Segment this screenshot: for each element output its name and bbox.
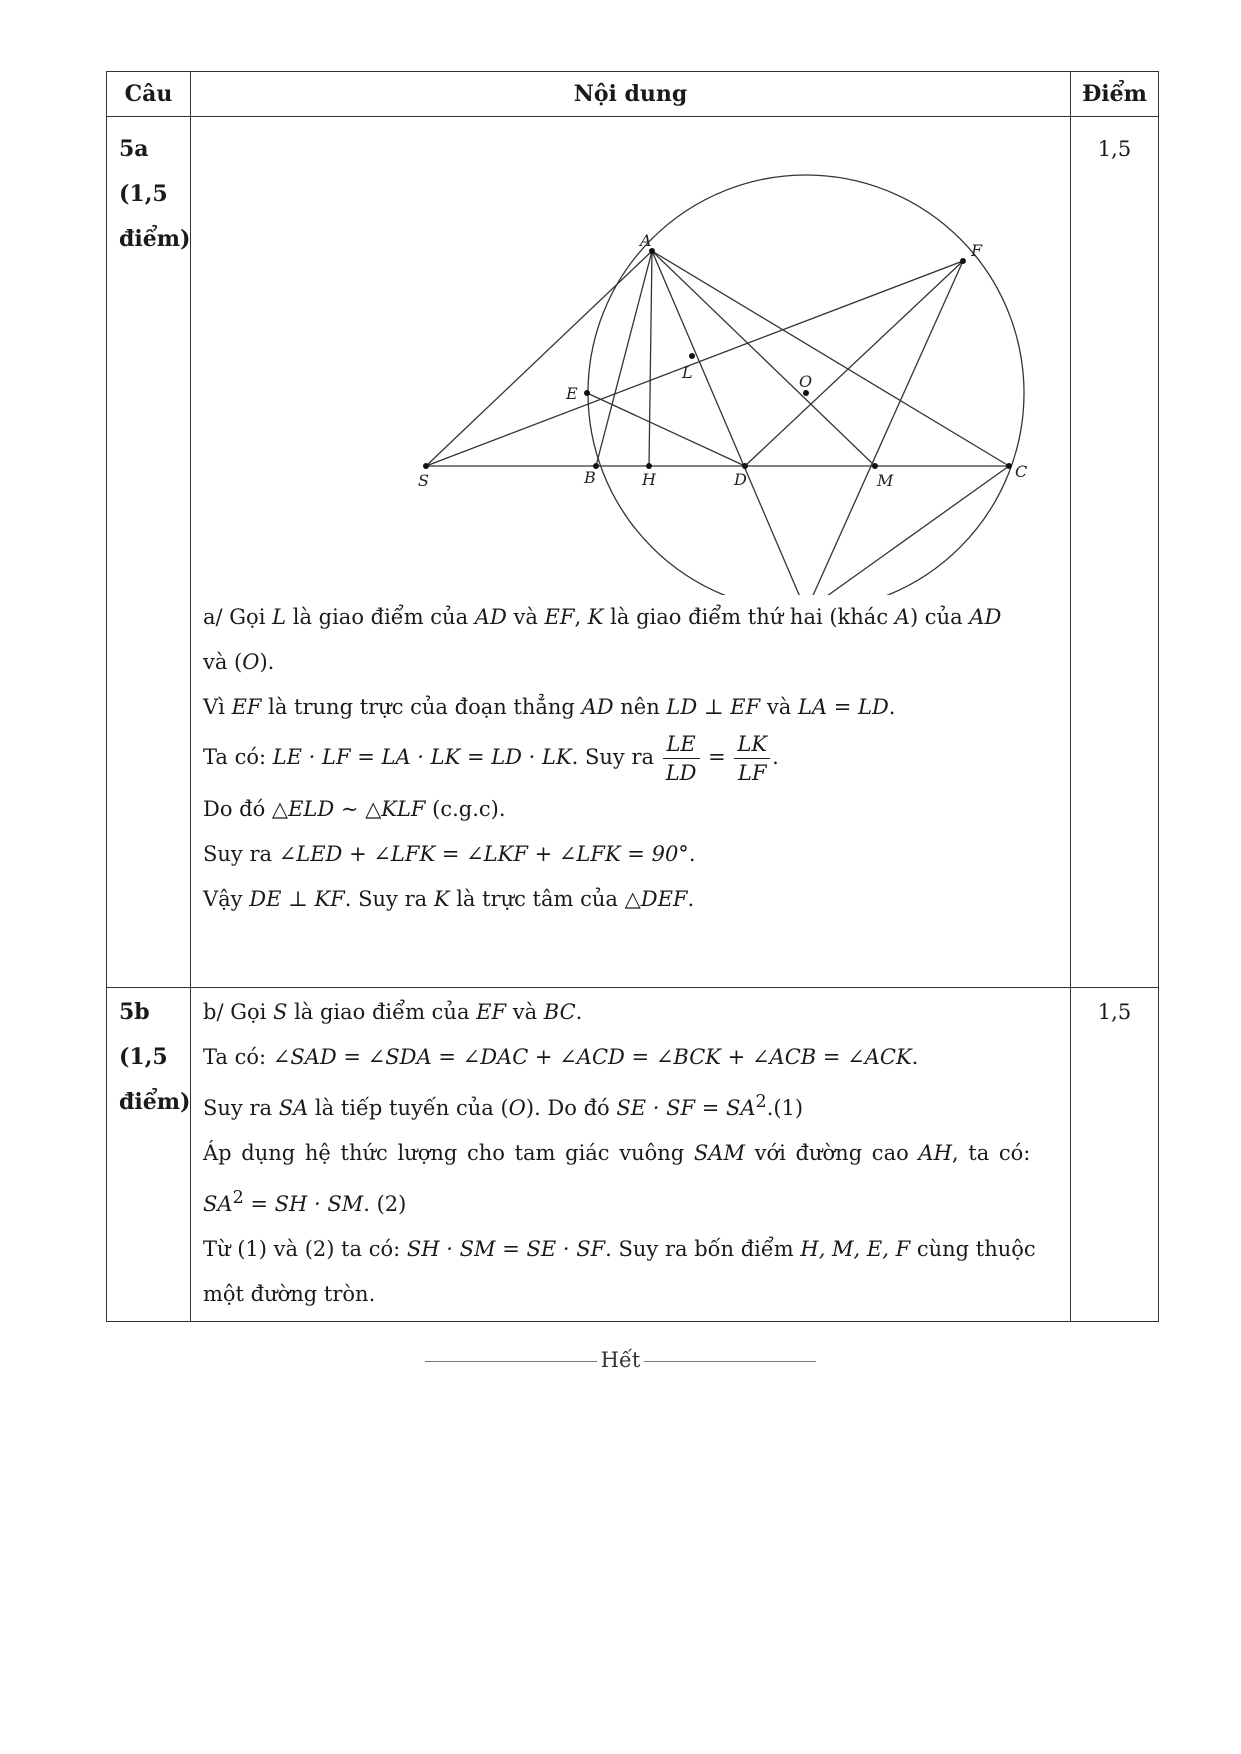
proof-line: Vì EF là trung trực của đoạn thẳng AD nên LD ⊥ EF và LA = LD. (203, 695, 896, 719)
divider (425, 1361, 597, 1362)
points-value: 1,5 (1071, 117, 1159, 988)
proof-line: Từ (1) và (2) ta có: SH · SM = SE · SF. Suy ra bốn điểm H, M, E, F cùng thuộc (203, 1237, 1036, 1261)
table-row (107, 117, 1159, 988)
end-marker (0, 1348, 1241, 1372)
label-l: L (682, 363, 693, 382)
proof-line: Vậy DE ⊥ KF. Suy ra K là trực tâm của △DEF. (203, 887, 695, 911)
point-h (646, 463, 652, 469)
proof-line: a/ Gọi L là giao điểm của AD và EF, K là giao điểm thứ hai (khác A) của AD (203, 605, 1002, 629)
question-points-line2: điểm) (119, 226, 191, 252)
point-m (872, 463, 878, 469)
proof-5b (203, 990, 1060, 1317)
question-points-line2: điểm) (119, 1089, 191, 1115)
line-df (745, 261, 963, 466)
points-value: 1,5 (1071, 988, 1159, 1322)
proof-line: Ta có: LE · LF = LA · LK = LD · LK. Suy ra $\frac{LE}{LD}$ = $\frac{LK}{LF}$ . (203, 732, 779, 785)
proof-line: một đường tròn. (203, 1282, 376, 1306)
proof-line: Ta có: ∠SAD = ∠SDA = ∠DAC + ∠ACD = ∠BCK + ∠ACB = ∠ACK. (203, 1045, 919, 1069)
end-text: Hết (600, 1348, 641, 1372)
proof-5a (203, 595, 1060, 922)
line-ah (649, 251, 652, 466)
question-number: 5b (119, 999, 150, 1025)
fraction-lk-lf: $\frac{LK}{LF}$ (734, 730, 770, 787)
question-points-line1: (1,5 (119, 1044, 168, 1070)
answer-content (191, 988, 1071, 1322)
table-row (107, 988, 1159, 1322)
line-ab (596, 251, 652, 466)
question-label (107, 988, 191, 1322)
question-label (107, 117, 191, 988)
point-e (584, 390, 590, 396)
line-ac (652, 251, 1009, 466)
proof-line: Do đó △ELD ∼ △KLF (c.g.c). (203, 797, 506, 821)
line-ak (652, 251, 806, 595)
label-m: M (877, 471, 894, 490)
divider (644, 1361, 816, 1362)
point-l (689, 353, 695, 359)
proof-line: và (O). (203, 650, 275, 674)
header-content: Nội dung (191, 72, 1071, 117)
label-h: H (642, 470, 656, 489)
label-e: E (566, 384, 578, 403)
label-c: C (1015, 462, 1028, 481)
label-o: O (799, 372, 813, 391)
point-s (423, 463, 429, 469)
label-d: D (734, 470, 747, 489)
line-kc (806, 466, 1009, 595)
label-f: F (971, 241, 983, 260)
point-f (960, 258, 966, 264)
proof-line: b/ Gọi S là giao điểm của EF và BC. (203, 1000, 583, 1024)
grading-table (106, 71, 1159, 1322)
header-points: Điểm (1071, 72, 1159, 117)
label-b: B (584, 468, 596, 487)
point-c (1006, 463, 1012, 469)
table-header-row (107, 72, 1159, 117)
label-a: A (640, 231, 652, 250)
answer-content (191, 117, 1071, 988)
proof-line: Suy ra ∠LED + ∠LFK = ∠LKF + ∠LFK = 90°. (203, 842, 696, 866)
geometry-figure (203, 125, 1061, 595)
question-number: 5a (119, 136, 149, 162)
line-ed (587, 393, 745, 466)
proof-line: $SA^2$ = SH · SM. (2) (203, 1188, 407, 1216)
proof-line: Suy ra SA là tiếp tuyến của (O). Do đó SE · SF = $SA^2.(1)$ (203, 1092, 804, 1120)
proof-line: Áp dụng hệ thức lượng cho tam giác vuông SAM với đường cao AH, ta có: (203, 1141, 1031, 1165)
line-am (652, 251, 875, 466)
line-fk (806, 261, 963, 595)
answer-sheet (106, 71, 1158, 1322)
header-question: Câu (107, 72, 191, 117)
point-d (742, 463, 748, 469)
line-sa (426, 251, 652, 466)
fraction-le-ld: $\frac{LE}{LD}$ (663, 730, 700, 787)
label-s: S (418, 471, 429, 490)
question-points-line1: (1,5 (119, 181, 168, 207)
